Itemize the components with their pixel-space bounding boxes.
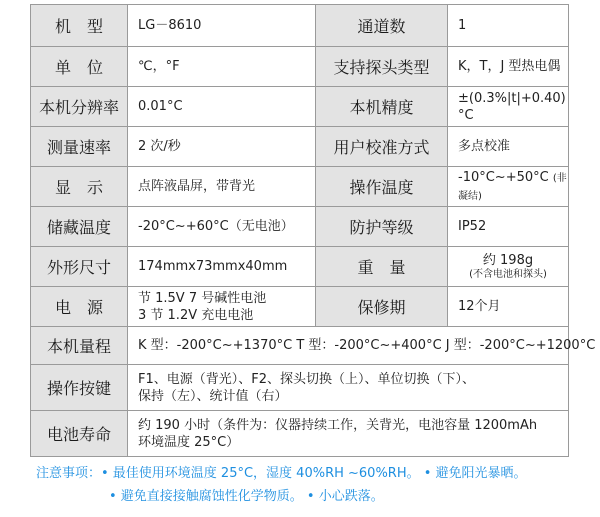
op-temp-value: -10°C~+50°C [458,169,549,185]
battery-cell [128,411,569,457]
table-row [31,207,569,247]
battery-line-1: 约 190 小时（条件为：仪器持续工作，关背光，电池容量 1200mAh [138,417,538,433]
probe-value: K，T，J 型热电偶 [448,47,569,87]
keys-line-1: F1、电源（背光）、F2、探头切换（上）、单位切换（下）、 [138,371,475,387]
display-label: 显 示 [31,167,128,207]
op-temp-label: 操作温度 [316,167,448,207]
rate-value: 2 次/秒 [128,127,316,167]
model-value: LG－8610 [128,5,316,47]
calibration-value: 多点校准 [448,127,569,167]
table-row [31,365,569,411]
power-line-1: 节 1.5V 7 号碱性电池 [138,290,267,306]
table-row [31,5,569,47]
unit-label: 单 位 [31,47,128,87]
power-line-2: 3 节 1.2V 充电电池 [138,307,254,323]
unit-value: ℃，°F [128,47,316,87]
table-row [31,411,569,457]
accuracy-label: 本机精度 [316,87,448,127]
table-row [31,167,569,207]
table-row [31,87,569,127]
probe-label: 支持探头类型 [316,47,448,87]
table-row [31,247,569,287]
keys-line-2: 保持（左）、统计值（右） [138,388,288,404]
notes [36,462,527,508]
model-label: 机 型 [31,5,128,47]
notes-line-2: • 避免直接接触腐蚀性化学物质。 • 小心跌落。 [109,489,384,504]
warranty-value: 12个月 [448,287,569,327]
resolution-label: 本机分辨率 [31,87,128,127]
channels-value: 1 [448,5,569,47]
table-row [31,327,569,365]
battery-line-2: 环境温度 25°C） [138,434,240,450]
protection-label: 防护等级 [316,207,448,247]
accuracy-value: ±(0.3%|t|+0.40)°C [448,87,569,127]
calibration-label: 用户校准方式 [316,127,448,167]
protection-value: IP52 [448,207,569,247]
table-row [31,287,569,327]
table-row [31,127,569,167]
op-temp-cell [448,167,569,207]
size-label: 外形尺寸 [31,247,128,287]
op-temp-note: (非凝结) [458,172,567,202]
warranty-label: 保修期 [316,287,448,327]
storage-temp-label: 储藏温度 [31,207,128,247]
keys-cell [128,365,569,411]
power-cell [128,287,316,327]
notes-line-1: 注意事项：• 最佳使用环境温度 25°C，湿度 40%RH ~60%RH。 • 避免阳光暴晒。 [36,466,527,481]
spec-table [30,4,596,457]
resolution-value: 0.01°C [128,87,316,127]
range-value: K 型：-200°C~+1370°C T 型：-200°C~+400°C J 型：-200°C~+1200°C [128,327,569,365]
battery-label: 电池寿命 [31,411,128,457]
keys-label: 操作按键 [31,365,128,411]
channels-label: 通道数 [316,5,448,47]
weight-label: 重 量 [316,247,448,287]
storage-temp-value: -20°C~+60°C（无电池） [128,207,316,247]
weight-value: 约 198g [482,253,534,268]
display-value: 点阵液晶屏，带背光 [128,167,316,207]
table-row [31,47,569,87]
power-label: 电 源 [31,287,128,327]
rate-label: 测量速率 [31,127,128,167]
weight-note: (不含电池和探头) [469,269,547,280]
size-value: 174mmx73mmx40mm [128,247,316,287]
range-label: 本机量程 [31,327,128,365]
weight-cell [448,247,569,287]
